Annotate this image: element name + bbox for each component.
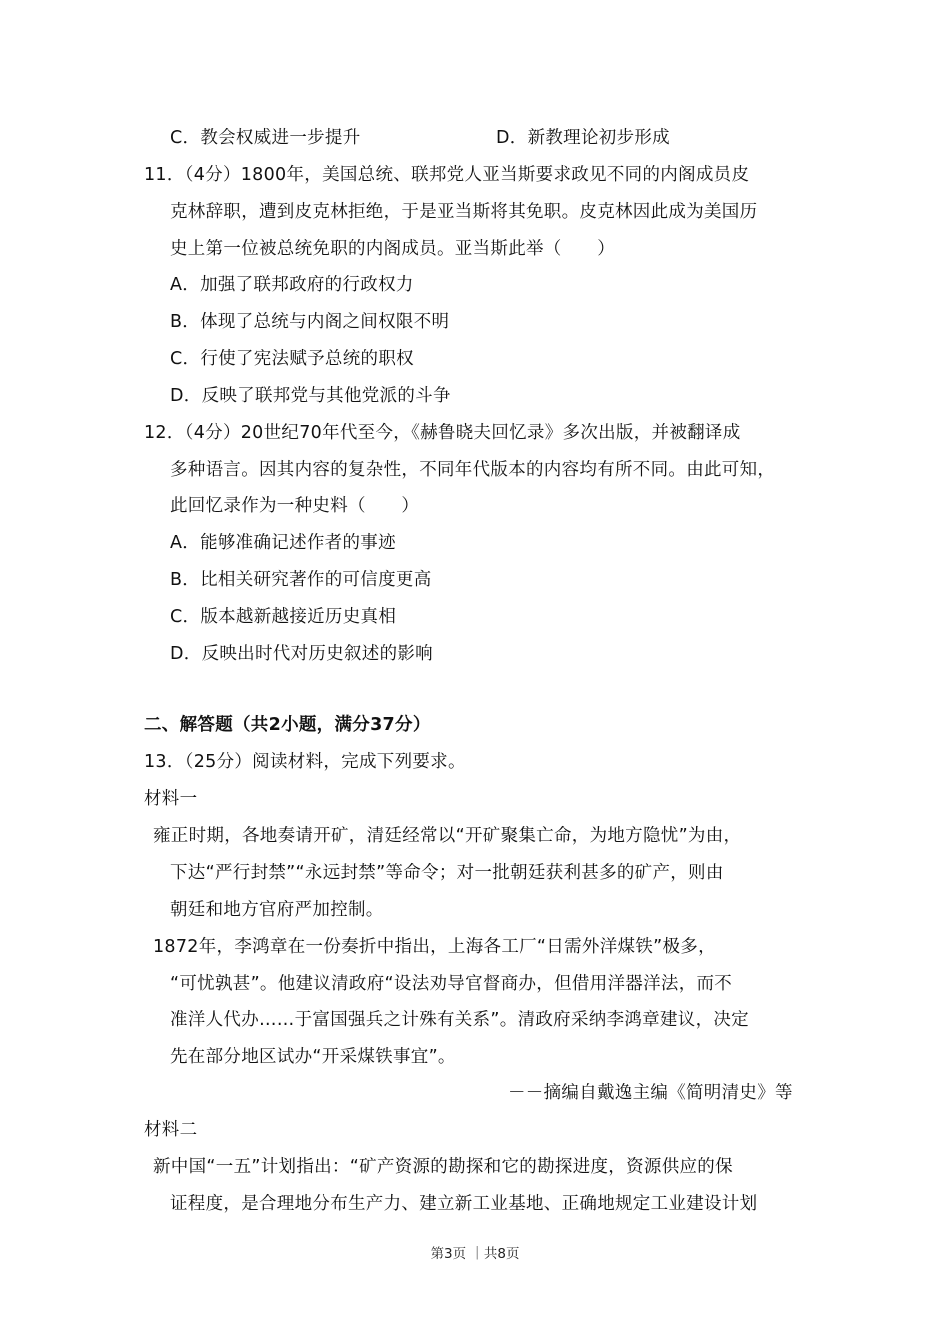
q11-stem-line3: 史上第一位被总统免职的内阁成员。亚当斯此举（ ） [170, 239, 615, 259]
q10-option-c: C．教会权威进一步提升 [170, 128, 361, 148]
material1-source: －－摘编自戴逸主编《简明清史》等 [508, 1083, 793, 1103]
material1-para2-line1: 1872年，李鸿章在一份奏折中指出，上海各工厂“日需外洋煤铁”极多， [153, 937, 716, 957]
material1-para2-line3: 准洋人代办……于富国强兵之计殊有关系”。清政府采纳李鸿章建议，决定 [170, 1010, 749, 1030]
material1-para2-line2: “可忧孰甚”。他建议清政府“设法劝导官督商办，但借用洋器洋法，而不 [170, 974, 733, 994]
q12-option-a: A．能够准确记述作者的事迹 [170, 533, 396, 553]
q12-option-c: C．版本越新越接近历史真相 [170, 607, 397, 627]
material2-line2: 证程度，是合理地分布生产力、建立新工业基地、正确地规定工业建设计划 [170, 1194, 758, 1214]
material1-para1-line1: 雍正时期，各地奏请开矿，清廷经常以“开矿聚集亡命，为地方隐忧”为由， [153, 826, 742, 846]
q10-option-d: D．新教理论初步形成 [496, 128, 670, 148]
material1-para1-line2: 下达“严行封禁”“永远封禁”等命令；对一批朝廷获利甚多的矿产，则由 [170, 863, 724, 883]
q11-option-b: B．体现了总统与内阁之间权限不明 [170, 312, 450, 332]
q11-option-c: C．行使了宪法赋予总统的职权 [170, 349, 414, 369]
material2-label: 材料二 [144, 1120, 198, 1140]
q11-option-a: A．加强了联邦政府的行政权力 [170, 275, 414, 295]
q11-stem-line2: 克林辞职，遭到皮克林拒绝，于是亚当斯将其免职。皮克林因此成为美国历 [170, 202, 758, 222]
q11-option-d: D．反映了联邦党与其他党派的斗争 [170, 386, 451, 406]
material1-para1-line3: 朝廷和地方官府严加控制。 [170, 900, 384, 920]
page-footer: 第3页 ｜共8页 [430, 1246, 520, 1262]
material1-para2-line4: 先在部分地区试办“开采煤铁事宜”。 [170, 1047, 456, 1067]
q12-option-b: B．比相关研究著作的可信度更高 [170, 570, 432, 590]
q12-stem-line3: 此回忆录作为一种史料（ ） [170, 496, 420, 516]
material1-label: 材料一 [144, 789, 198, 809]
section2-heading: 二、解答题（共2小题，满分37分） [144, 715, 431, 735]
q12-stem-line1: 12．（4分）20世纪70年代至今，《赫鲁晓夫回忆录》多次出版，并被翻译成 [144, 423, 741, 443]
q11-stem-line1: 11．（4分）1800年，美国总统、联邦党人亚当斯要求政见不同的内阁成员皮 [144, 165, 750, 185]
q12-stem-line2: 多种语言。因其内容的复杂性，不同年代版本的内容均有所不同。由此可知， [170, 460, 776, 480]
material2-line1: 新中国“一五”计划指出：“矿产资源的勘探和它的勘探进度，资源供应的保 [153, 1157, 733, 1177]
q13-stem: 13．（25分）阅读材料，完成下列要求。 [144, 752, 466, 772]
q12-option-d: D．反映出时代对历史叙述的影响 [170, 644, 433, 664]
